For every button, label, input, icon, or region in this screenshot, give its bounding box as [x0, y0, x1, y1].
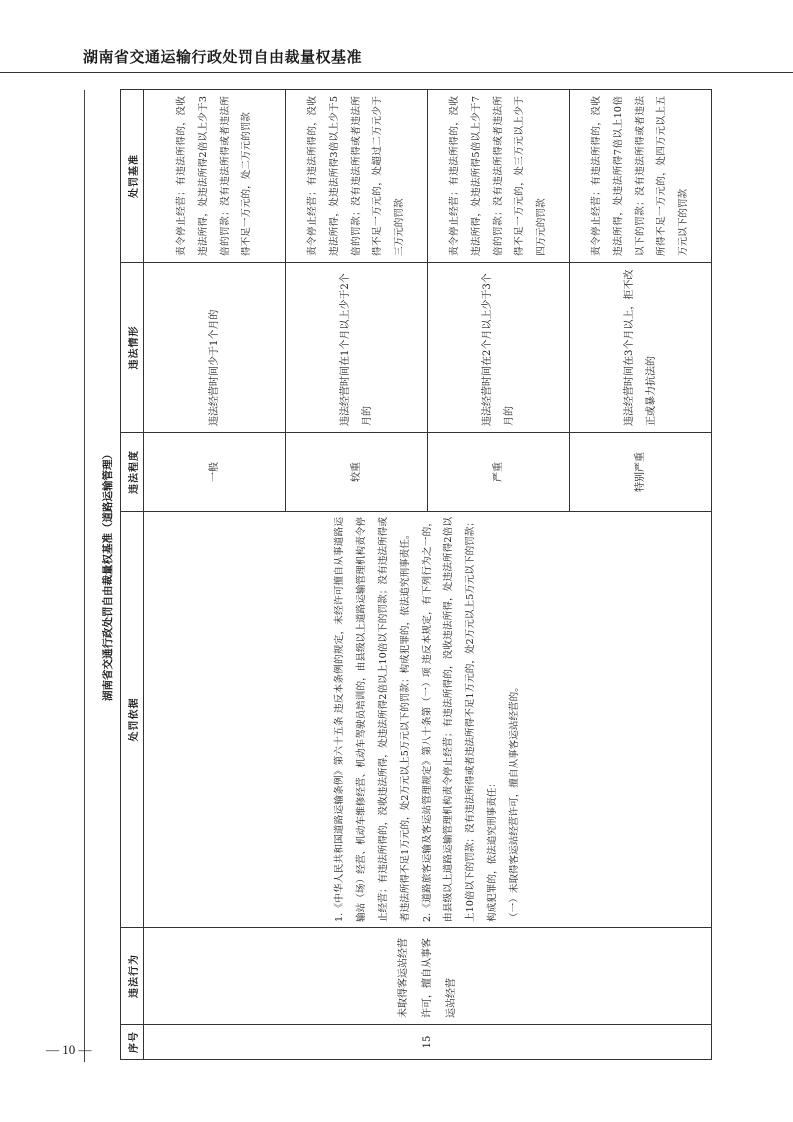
header-standard: 处罚基准 [121, 90, 144, 263]
situation-cell: 违法经营时间在3个月以上，拒不改正或暴力抗法的 [570, 263, 712, 433]
standard-cell: 责令停止经营；有违法所得的，没收违法所得，处违法所得5倍以上少于7倍的罚款；没有违法所得或者违法所得不足一万元的，处三万元以上少于四万元的罚款 [428, 90, 570, 263]
degree-cell: 一般 [144, 433, 286, 512]
violation-act: 未取得客运站经营许可，擅自从事客运站经营 [144, 928, 712, 1025]
record-number: 15 [144, 1025, 712, 1060]
basis-paragraph: （一）未取得客运站经营许可，擅自从事客运站经营的。 [508, 682, 520, 922]
standard-cell: 责令停止经营；有违法所得的，没收违法所得，处违法所得2倍以上少于3倍的罚款；没有违法所得或者违法所得不足一万元的，处二万元的罚款 [144, 90, 286, 263]
page-number: — 10 — [46, 1042, 92, 1057]
standard-cell: 责令停止经营；有违法所得的，没收违法所得，处违法所得3倍以上少于5倍的罚款；没有违法所得或者违法所得不足一万元的，处超过二万元少于三万元的罚款 [286, 90, 428, 263]
basis-paragraph: 2.《道路旅客运输及客运站管理规定》第八十条第（一）项 违反本规定，有下列行为之一的，由县级以上道路运输管理机构责令停止经营；有违法所得的，没收违法所得，处违法所得2倍以上10倍以下的罚款；没有违法所得或者违法所得不足1万元的，处2万元以上5万元以下的罚款；构成犯罪的，依法追究刑事责任： [421, 517, 498, 922]
penalty-table [120, 89, 712, 1060]
rotated-table-area [97, 90, 710, 1060]
table-caption: 湖南省交通行政处罚自由裁量权基准（道路运输管理） [102, 449, 114, 701]
page-left-rule [84, 90, 85, 1062]
page-header-title: 湖南省交通运输行政处罚自由裁量权基准 [83, 48, 363, 66]
table-row [144, 90, 286, 1060]
penalty-basis [144, 512, 712, 928]
header-no: 序号 [121, 1025, 144, 1060]
header-rule [0, 72, 793, 73]
header-basis: 处罚依据 [121, 512, 144, 928]
basis-paragraph: 1.《中华人民共和国道路运输条例》第六十五条 违反本条例的规定，未经许可擅自从事道路运输站（场）经营、机动车维修经营、机动车驾驶员培训的，由县级以上道路运输管理机构责令停止经营；有违法所得的，没收违法所得，处违法所得2倍以上10倍以下的罚款；没有违法所得或者违法所得不足1万元的，处2万元以上5万元以下的罚款；构成犯罪的，依法追究刑事责任。 [334, 517, 411, 922]
situation-cell: 违法经营时间在1个月以上少于2个月的 [286, 263, 428, 433]
standard-cell: 责令停止经营；有违法所得的，没收违法所得，处违法所得7倍以上10倍以下的罚款；没有违法所得或者违法所得不足一万元的，处四万元以上五万元以下的罚款 [570, 90, 712, 263]
degree-cell: 较重 [286, 433, 428, 512]
header-act: 违法行为 [121, 928, 144, 1025]
degree-cell: 严重 [428, 433, 570, 512]
header-situation: 违法情形 [121, 263, 144, 433]
header-degree: 违法程度 [121, 433, 144, 512]
situation-cell: 违法经营时间在2个月以上少于3个月的 [428, 263, 570, 433]
table-header-row [121, 90, 144, 1060]
degree-cell: 特别严重 [570, 433, 712, 512]
situation-cell: 违法经营时间少于1个月的 [144, 263, 286, 433]
